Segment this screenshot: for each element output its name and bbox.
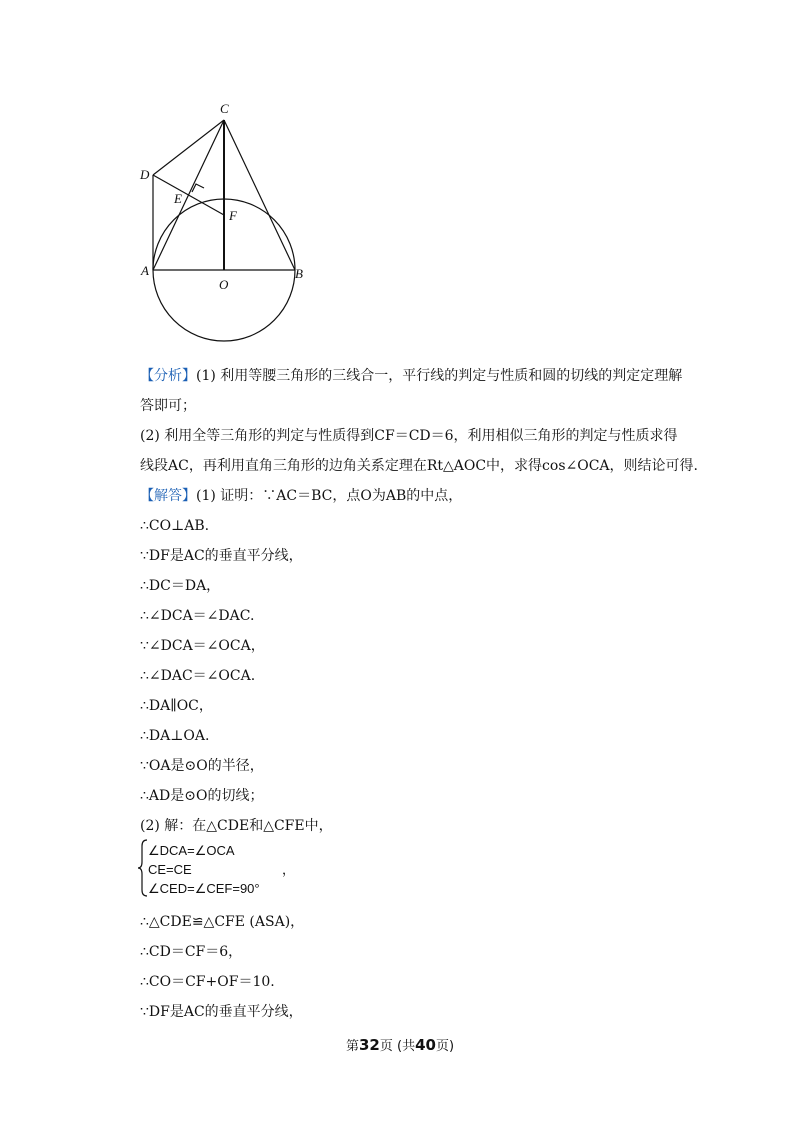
footer-total-pages: 40 [415,1036,436,1054]
label-d: D [140,167,150,182]
label-a: A [141,263,149,278]
solution-step: ∴CO⊥AB. [140,518,210,534]
analysis-line-3: (2) 利用全等三角形的判定与性质得到CF＝CD＝6，利用相似三角形的判定与性质求得 [140,428,678,444]
solution-after: ∵DF是AC的垂直平分线， [140,1004,303,1020]
system-eq-3: ∠CED=∠CEF=90° [148,881,260,896]
system-comma: ， [282,862,296,877]
geometry-figure [130,95,320,350]
label-o: O [219,277,229,292]
solution-after: ∴CO＝CF+OF＝10. [140,974,275,990]
solution-step: ∴DC＝DA， [140,578,221,594]
system-eq-1: ∠DCA=∠OCA [148,843,235,858]
label-e: E [174,191,182,206]
solution-step: (2) 解：在△CDE和△CFE中， [140,818,333,834]
analysis-tag: 【分析】 [140,368,196,384]
equation-system [138,838,328,898]
footer-prefix: 第 [345,1039,359,1054]
analysis-line-1 [140,367,682,385]
segment-cb [224,120,295,270]
solution-tag: 【解答】 [140,488,196,504]
segment-cd [153,120,224,175]
solution-step: ∵OA是⊙O的半径， [140,758,264,774]
solution-text-1: (1) 证明：∵AC＝BC，点O为AB的中点， [196,488,463,504]
solution-step: ∴∠DAC＝∠OCA. [140,668,256,684]
analysis-text-1: (1) 利用等腰三角形的三线合一，平行线的判定与性质和圆的切线的判定定理解 [196,368,683,384]
solution-step: ∴∠DCA＝∠DAC. [140,608,255,624]
solution-after: ∴CD＝CF＝6， [140,944,243,960]
label-c: C [220,101,229,116]
solution-step: ∴DA∥OC， [140,698,213,714]
analysis-line-4: 线段AC，再利用直角三角形的边角关系定理在Rt△AOC中，求得cos∠OCA，则结论可得. [140,458,698,474]
label-b: B [295,266,303,281]
solution-step: ∴AD是⊙O的切线； [140,788,264,804]
system-eq-2: CE=CE [148,862,192,877]
solution-line-1 [140,487,462,505]
page-footer [0,1035,800,1054]
footer-suffix: 页) [435,1039,455,1054]
solution-step: ∵∠DCA＝∠OCA， [140,638,265,654]
solution-after: ∴△CDE≌△CFE (ASA)， [140,914,305,930]
left-brace [138,840,147,896]
analysis-line-2: 答即可； [140,398,196,414]
solution-step: ∵DF是AC的垂直平分线， [140,548,303,564]
label-f: F [229,208,237,223]
footer-page-number: 32 [358,1036,380,1054]
footer-mid: 页 (共 [379,1039,416,1054]
solution-step: ∴DA⊥OA. [140,728,210,744]
